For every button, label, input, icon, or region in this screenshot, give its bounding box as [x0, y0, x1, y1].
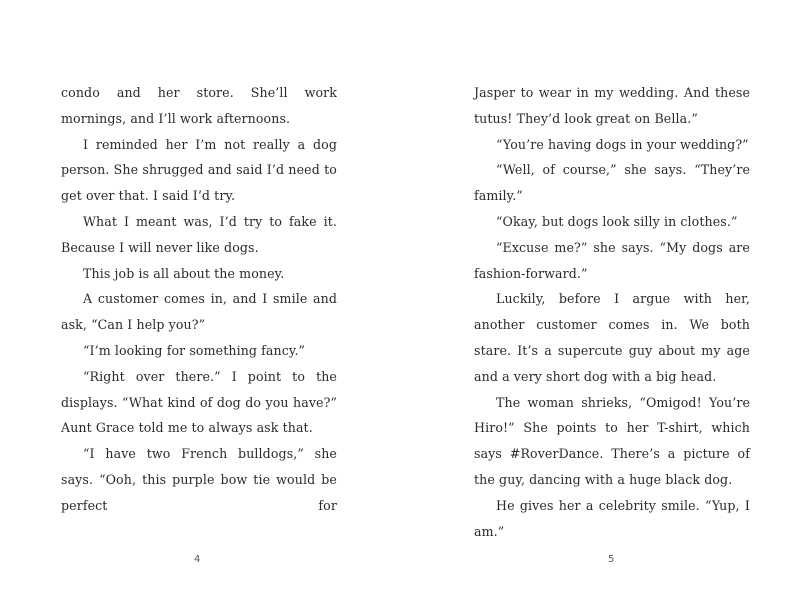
paragraph: “Well, of course,” she says. “They’re family.”	[474, 162, 750, 204]
paragraph: “Okay, but dogs look silly in clothes.”	[496, 213, 738, 229]
paragraph: What I meant was, I’d try to fake it. Because I will never like dogs.	[61, 213, 337, 255]
paragraph: “Excuse me?” she says. “My dogs are fashion-forward.”	[474, 239, 750, 281]
paragraph: I reminded her I’m not really a dog person. She shrugged and said I’d need to get over that. I said I’d try.	[61, 136, 337, 204]
paragraph: Jasper to wear in my wedding. And these tutus! They’d look great on Bella.”	[474, 85, 750, 126]
paragraph: “You’re having dogs in your wedding?”	[496, 136, 749, 152]
paragraph: “I’m looking for something fancy.”	[83, 342, 306, 358]
paragraph: condo and her store. She’ll work mornings, and I’ll work afternoons.	[61, 85, 337, 126]
paragraph: The woman shrieks, “Omigod! You’re Hiro!” She points to her T-shirt, which says #RoverDance. There’s a picture of the guy, dancing with a huge black dog.	[474, 394, 750, 487]
paragraph: A customer comes in, and I smile and ask, “Can I help you?”	[61, 291, 337, 333]
right-page	[474, 80, 750, 544]
paragraph: “I have two French bulldogs,” she says. “Ooh, this purple bow tie would be perfect for	[61, 446, 337, 513]
left-page	[61, 80, 337, 519]
paragraph: “Right over there.” I point to the displays. “What kind of dog do you have?” Aunt Grace told me to always ask that.	[61, 368, 337, 436]
page-number-left: 4	[194, 554, 201, 565]
page-number-right: 5	[608, 554, 615, 565]
paragraph: Luckily, before I argue with her, another customer comes in. We both stare. It’s a supercute guy about my age and a very short dog with a big head.	[474, 291, 750, 384]
paragraph: This job is all about the money.	[83, 265, 285, 281]
paragraph: He gives her a celebrity smile. “Yup, I am.”	[474, 497, 750, 539]
